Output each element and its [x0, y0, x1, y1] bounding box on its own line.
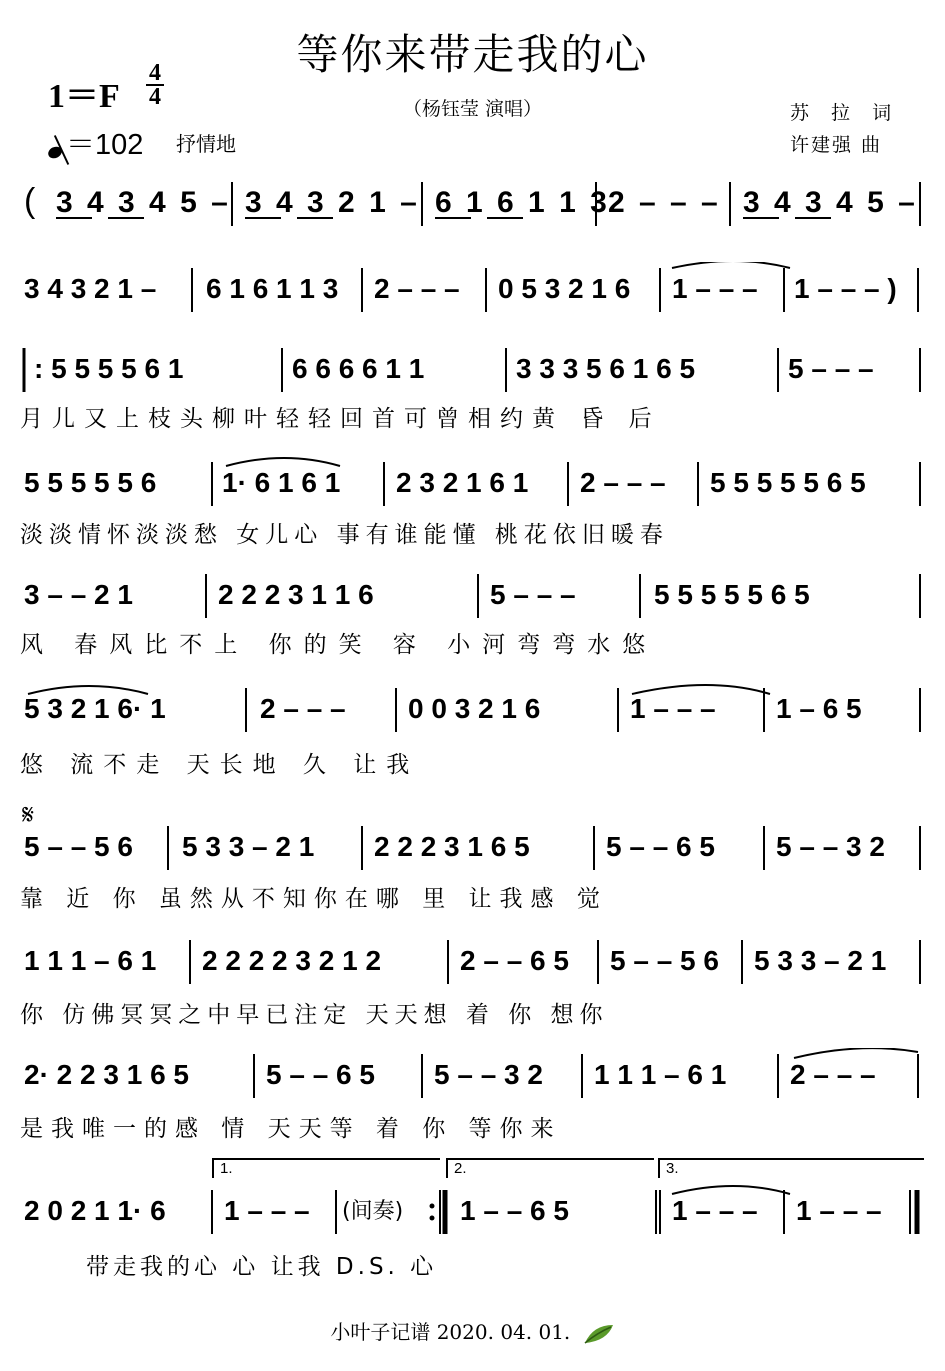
staff-row-9 [20, 1048, 925, 1108]
svg-text:1 – – –: 1 – – – [796, 1195, 882, 1226]
svg-text:5 3 3 – 2 1: 5 3 3 – 2 1 [754, 945, 887, 976]
svg-text:2 – – –: 2 – – – [790, 1059, 876, 1090]
key-signature: 1＝F [48, 78, 120, 115]
svg-text:1 – – – ): 1 – – – ) [794, 273, 897, 304]
svg-text:(: ( [24, 182, 36, 220]
interlude-label: (间奏) [342, 1199, 404, 1224]
svg-text:5 – – 5 6: 5 – – 5 6 [610, 945, 719, 976]
svg-text:6 1 6 1 1 3: 6 1 6 1 1 3 [206, 273, 339, 304]
svg-text:3 3 3 5 6 1 6 5: 3 3 3 5 6 1 6 5 [516, 353, 696, 384]
svg-text:3 – – 2 1: 3 – – 2 1 [24, 579, 133, 610]
svg-text:5 – – 5 6: 5 – – 5 6 [24, 831, 133, 862]
time-sig-top: 4 [149, 60, 161, 86]
lyric-line-7: 是我唯一的感 情 天天等 着 你 等你来 [20, 1116, 562, 1142]
svg-text:5 – – 6 5: 5 – – 6 5 [606, 831, 715, 862]
ending-3: 3. [658, 1158, 924, 1178]
svg-text:5 – – –: 5 – – – [490, 579, 576, 610]
svg-text:1· 6 1 6 1: 1· 6 1 6 1 [222, 467, 341, 498]
singer-credit: （杨钰莹 演唱） [402, 98, 543, 120]
song-title: 等你来带走我的心 [296, 30, 649, 79]
svg-text:2 2 2 3 1 1 6: 2 2 2 3 1 1 6 [218, 579, 374, 610]
svg-text:2 3 2 1 6 1: 2 3 2 1 6 1 [396, 467, 529, 498]
svg-text:1 – – –: 1 – – – [672, 1195, 758, 1226]
staff-row-1 [20, 176, 925, 236]
svg-text:1 – – –: 1 – – – [672, 273, 758, 304]
svg-text:2 – – –: 2 – – – [260, 693, 346, 724]
staff-row-2 [20, 262, 925, 322]
quarter-note-icon [46, 145, 63, 161]
tempo-marking [48, 122, 143, 163]
svg-text:: 5 5 5 5 6 1: : 5 5 5 5 6 1 [34, 353, 184, 384]
segno-icon: 𝄋 [22, 798, 35, 831]
leaf-icon [583, 1323, 615, 1345]
svg-text:6 6 6 6 1 1: 6 6 6 6 1 1 [292, 353, 425, 384]
svg-text:1 – – –: 1 – – – [224, 1195, 310, 1226]
svg-text:0 0 3 2 1 6: 0 0 3 2 1 6 [408, 693, 541, 724]
time-signature [146, 62, 164, 108]
svg-text:2 – – –: 2 – – – [374, 273, 460, 304]
svg-text:5 3 2 1 6· 1: 5 3 2 1 6· 1 [24, 693, 166, 724]
lyric-line-3: 风 春风比不上 你的笑 容 小河弯弯水悠 [20, 632, 658, 658]
svg-text:5 – – 6 5: 5 – – 6 5 [266, 1059, 375, 1090]
svg-text:2 – – –: 2 – – – [608, 186, 721, 219]
ending-1: 1. [212, 1158, 440, 1178]
svg-text:1 – – 6 5: 1 – – 6 5 [460, 1195, 569, 1226]
transcriber-date: 小叶子记谱 2020. 04. 01. [330, 1320, 571, 1344]
svg-text:2 2 2 2 3 2 1 2: 2 2 2 2 3 2 1 2 [202, 945, 382, 976]
staff-row-5 [20, 568, 925, 628]
svg-text:2 2 2 3 1 6 5: 2 2 2 3 1 6 5 [374, 831, 530, 862]
ending-2: 2. [446, 1158, 654, 1178]
svg-text:6 1 6 1 1 3: 6 1 6 1 1 3 [435, 186, 610, 219]
svg-text:3 4 3 2 1 –: 3 4 3 2 1 – [24, 273, 157, 304]
svg-text:2 0 2 1 1· 6: 2 0 2 1 1· 6 [24, 1195, 166, 1226]
staff-row-10 [20, 1184, 925, 1244]
svg-text:5 – – 3 2: 5 – – 3 2 [434, 1059, 543, 1090]
svg-text:2 – – –: 2 – – – [580, 467, 666, 498]
svg-text:5 – – –: 5 – – – [788, 353, 874, 384]
svg-text:3 4 3 2 1 –: 3 4 3 2 1 – [245, 186, 420, 219]
svg-text:1 1 1 – 6 1: 1 1 1 – 6 1 [24, 945, 157, 976]
lyric-line-5: 靠 近 你 虽然从不知你在哪 里 让我感 觉 [20, 886, 608, 912]
staff-row-7 [20, 820, 925, 880]
svg-text:5 – – 3 2: 5 – – 3 2 [776, 831, 885, 862]
footer-credit [0, 1316, 945, 1345]
svg-text:1 – 6 5: 1 – 6 5 [776, 693, 862, 724]
lyric-line-6: 你 仿佛冥冥之中早已注定 天天想 着 你 想你 [20, 1002, 609, 1028]
svg-text:3 4 3 4 5 –: 3 4 3 4 5 – [56, 186, 231, 219]
svg-text:5 3 3 – 2 1: 5 3 3 – 2 1 [182, 831, 315, 862]
staff-row-6 [20, 682, 925, 742]
staff-row-4 [20, 456, 925, 516]
staff-row-3 [20, 342, 925, 402]
lyric-line-1: 月儿又上枝头柳叶轻轻回首可曾相约黄 昏 后 [20, 406, 661, 432]
expression-marking: 抒情地 [176, 134, 236, 156]
svg-text:0 5 3 2 1 6: 0 5 3 2 1 6 [498, 273, 631, 304]
svg-text:5 5 5 5 5 6 5: 5 5 5 5 5 6 5 [654, 579, 810, 610]
lyric-line-8 [86, 1248, 437, 1281]
svg-text:1 – – –: 1 – – – [630, 693, 716, 724]
lyric-line-8-text: 带走我的心 心 让我 D.S. 心 [86, 1254, 438, 1280]
lyric-line-4: 悠 流不走 天长地 久 让我 [20, 752, 420, 778]
svg-text:1 1 1 – 6 1: 1 1 1 – 6 1 [594, 1059, 727, 1090]
lyricist-credit: 苏 拉 词 [790, 102, 900, 124]
lyric-line-2: 淡淡情怀淡淡愁 女儿心 事有谁能懂 桃花依旧暖春 [20, 522, 669, 548]
tempo-value: ＝102 [66, 129, 144, 161]
staff-row-8 [20, 934, 925, 994]
svg-text:5 5 5 5 5 6 5: 5 5 5 5 5 6 5 [710, 467, 866, 498]
svg-text:2· 2 2 3 1 6 5: 2· 2 2 3 1 6 5 [24, 1059, 190, 1090]
svg-text:3 4 3 4 5 –: 3 4 3 4 5 – [743, 186, 918, 219]
composer-credit: 许建强 曲 [790, 134, 883, 156]
svg-text:2 – – 6 5: 2 – – 6 5 [460, 945, 569, 976]
time-sig-bottom: 4 [146, 84, 164, 108]
svg-text:5 5 5 5 5 6: 5 5 5 5 5 6 [24, 467, 157, 498]
